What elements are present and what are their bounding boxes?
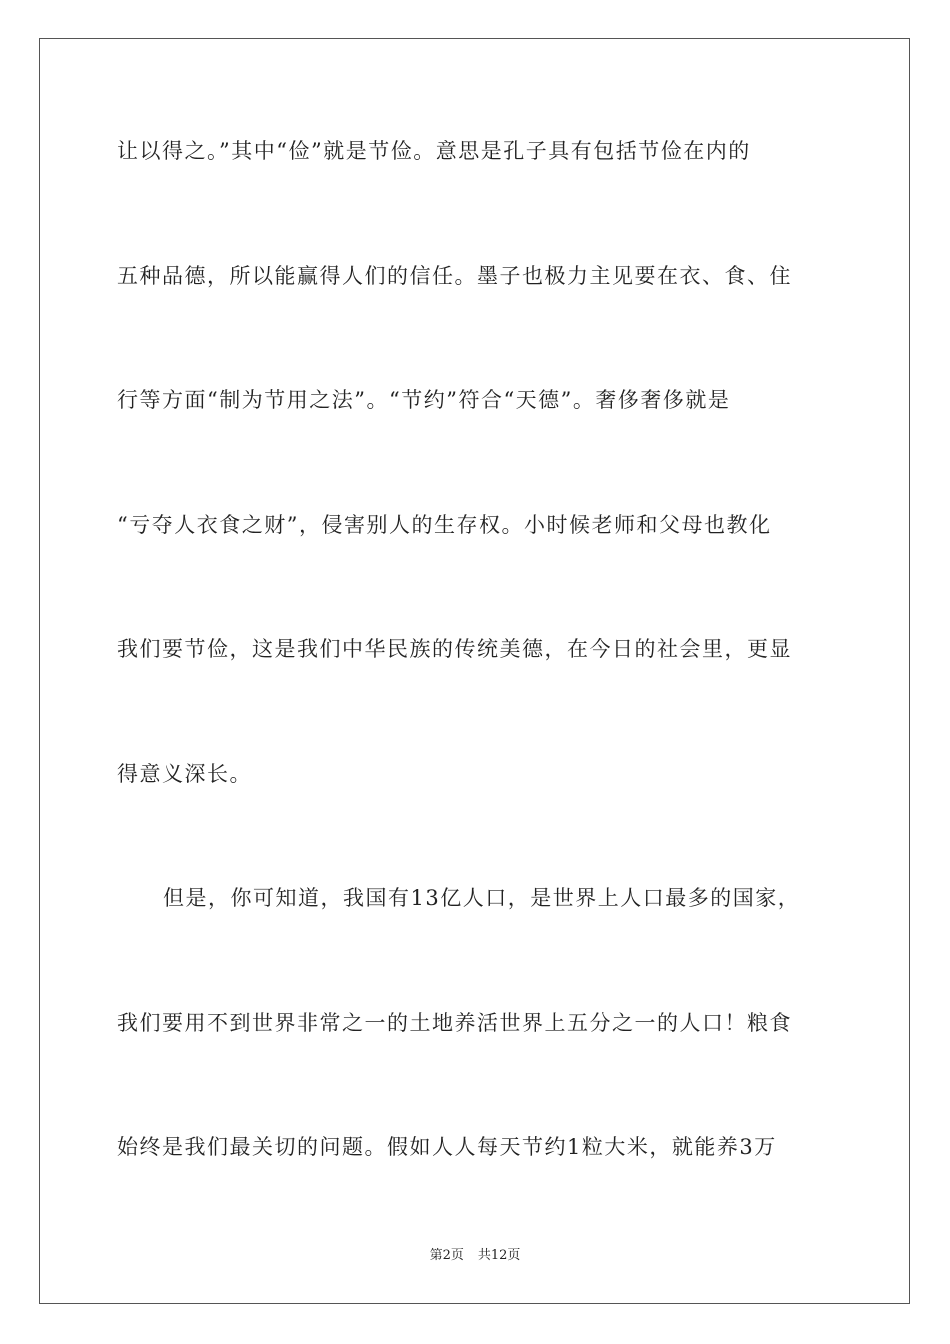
body-text-line: “亏夺人衣食之财”，侵害别人的生存权。小时候老师和父母也教化 <box>117 513 772 537</box>
page-total: 共12页 <box>477 1248 521 1263</box>
body-text-line: 行等方面“制为节用之法”。“节约”符合“天德”。奢侈奢侈就是 <box>117 388 731 412</box>
body-text-line: 我们要节俭，这是我们中华民族的传统美德，在今日的社会里，更显 <box>117 637 792 661</box>
body-text-line: 五种品德，所以能赢得人们的信任。墨子也极力主见要在衣、食、住 <box>117 264 792 288</box>
body-text-line: 让以得之。”其中“俭”就是节俭。意思是孔子具有包括节俭在内的 <box>117 139 751 163</box>
body-text-line: 得意义深长。 <box>117 762 252 786</box>
paragraph-first-line: 但是，你可知道，我国有13亿人口，是世界上人口最多的国家， <box>163 886 801 910</box>
page-footer <box>0 1247 950 1265</box>
body-text-line: 始终是我们最关切的问题。假如人人每天节约1粒大米，就能养3万 <box>117 1135 777 1159</box>
page-number: 第2页 <box>429 1248 464 1263</box>
page-border <box>39 38 910 1304</box>
body-text-line: 我们要用不到世界非常之一的土地养活世界上五分之一的人口！粮食 <box>117 1011 792 1035</box>
